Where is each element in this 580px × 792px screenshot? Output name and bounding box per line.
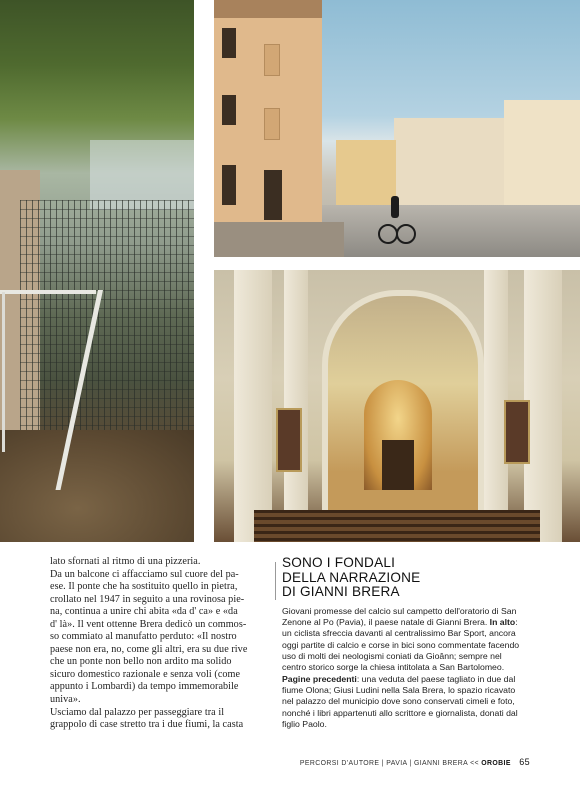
sidebar-heading [282, 556, 526, 600]
photo-window [222, 95, 236, 125]
article-line: sicuro domestico razionale e senza voli (come [50, 668, 241, 680]
article-line: paese non era, no, come gli altri, era su due rive [50, 643, 248, 655]
article-line: appunto i Lombardi) da tempo immemorabile [50, 681, 239, 693]
caption-label: In alto [489, 616, 516, 627]
article-line: d' là». Il vent ottenne Brera dedicò un commos- [50, 618, 247, 630]
photo-caption [282, 606, 526, 731]
photo-cyclist-body [391, 196, 399, 218]
photo-painting [276, 408, 302, 472]
footer-magazine: OROBIE [481, 760, 511, 767]
photo-building [214, 0, 322, 232]
heading-rule [275, 562, 276, 600]
photo-wheel [396, 224, 416, 244]
sidebar-box [276, 556, 526, 730]
photo-sidewalk [214, 222, 344, 257]
photo-goal-crossbar [0, 290, 96, 294]
photo-wheel [378, 224, 398, 244]
sidebar-heading-line: DELLA NARRAZIONE [282, 569, 421, 585]
page-footer [300, 757, 530, 767]
photo-far-building [394, 118, 514, 208]
photo-painting [504, 400, 530, 464]
article-line: lato sfornati al ritmo di una pizzeria. [50, 556, 201, 567]
caption-text: : una veduta del paese tagliato in due dal fiume Olona; Giusi Ludini nella Sala Brera, lo spazio ricavato nel palazzo del municipio dove sono conservati cimeli e foto, nonché i libri appartenuti allo scrittore e giornalista, donati dal figlio Paolo. [282, 673, 518, 729]
article-line: na, continua a unire chi abita «da d' ca» e «da [50, 606, 238, 618]
article-line: univa». [50, 694, 81, 706]
sidebar-heading-line: SONO I FONDALI [282, 555, 396, 570]
footer-section: PERCORSI D'AUTORE | PAVIA | GIANNI BRERA << [299, 760, 479, 767]
photo-football-field-fence [0, 0, 194, 542]
caption-text: Giovani promesse del calcio sul campetto dell'oratorio di San Zenone al Po (Pavia), il paese natale di Gianni Brera. [282, 605, 517, 627]
caption-label: Pagine precedenti [282, 673, 357, 684]
photo-roof [214, 0, 322, 18]
photo-goal-post-left [2, 292, 5, 452]
photo-fence-mesh [20, 200, 194, 450]
caption-text: : un ciclista sfreccia davanti al centralissimo Bar Sport, ancora oggi partite di calcio e corse in bici sono commentate facendo uso di molti dei neologismi coniati da Gioânn; sempre nel centro storico sorge la chiesa intitolata a San Bartolomeo. [282, 616, 520, 673]
photo-cyclist [384, 196, 406, 244]
article-line: Usciamo dal palazzo per passeggiare tra il [50, 706, 225, 718]
photo-road [322, 205, 580, 257]
photo-church-interior [214, 270, 580, 542]
article-line: che un ponte non bello non ardito ma solido [50, 656, 232, 668]
photo-pews [254, 510, 540, 542]
article-line: ese. Il ponte che ha sostituito quello in pietra, [50, 581, 238, 593]
photo-window [264, 44, 280, 76]
photo-altar [382, 440, 414, 490]
photo-ground [0, 430, 194, 542]
photo-door [264, 170, 282, 220]
article-line: so commiato al manufatto perduto: «Il nostro [50, 631, 237, 643]
photo-pillar [234, 270, 272, 542]
photo-far-building [504, 100, 580, 208]
article-line: grappolo di case stretto tra i due fiumi, la casta [50, 719, 244, 731]
photo-street-cyclist [214, 0, 580, 257]
photo-window [222, 165, 236, 205]
photo-window [222, 28, 236, 58]
sidebar-heading-line: DI GIANNI BRERA [282, 584, 400, 599]
article-line: Da un balcone ci affacciamo sul cuore del pa- [50, 568, 239, 580]
photo-pillar [284, 270, 308, 542]
photo-window [264, 108, 280, 140]
article-line: crollato nel 1947 in seguito a una rovinosa pie- [50, 593, 245, 605]
page-number: 65 [519, 757, 530, 767]
article-body [50, 556, 264, 732]
